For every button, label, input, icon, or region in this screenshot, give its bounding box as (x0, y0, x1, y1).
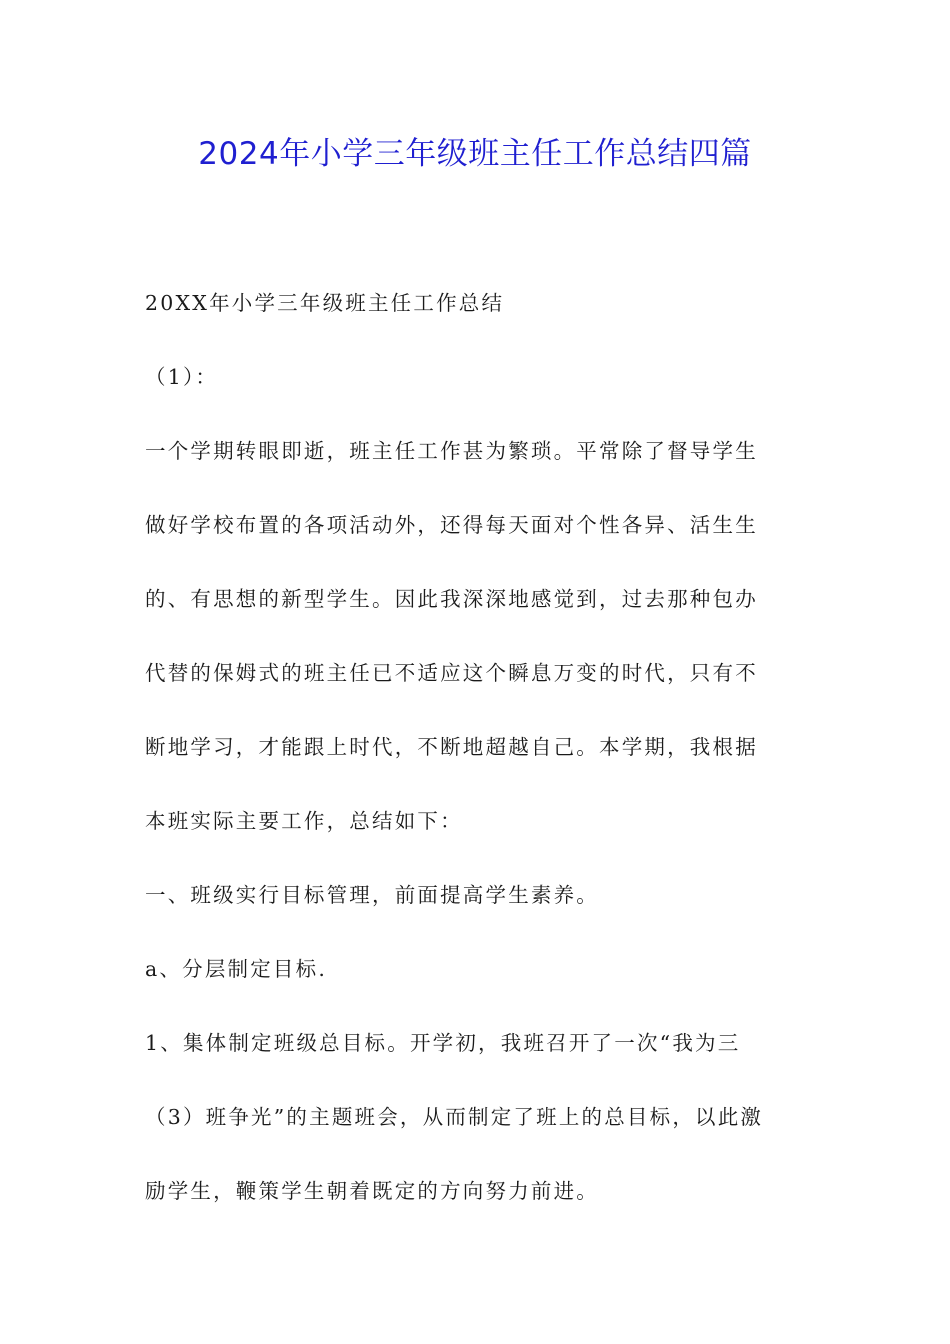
section-number: （1）： (145, 365, 219, 389)
paragraph-line: 断地学习，才能跟上时代，不断地超越自己。本学期，我根据 (145, 735, 758, 759)
document-body (145, 266, 815, 1228)
paragraph-line: 本班实际主要工作，总结如下： (145, 809, 463, 833)
paragraph-line: 1、集体制定班级总目标。开学初，我班召开了一次“我为三 (145, 1031, 741, 1055)
paragraph-line: 励学生，鞭策学生朝着既定的方向努力前进。 (145, 1179, 599, 1203)
paragraph-line: 代替的保姆式的班主任已不适应这个瞬息万变的时代，只有不 (145, 661, 758, 685)
subheading-line: a、分层制定目标. (145, 957, 328, 981)
document-title: 2024年小学三年级班主任工作总结四篇 (198, 136, 752, 172)
paragraph-line: 一个学期转眼即逝，班主任工作甚为繁琐。平常除了督导学生 (145, 439, 758, 463)
subheading-line: 一、班级实行目标管理，前面提高学生素养。 (145, 883, 599, 907)
section-heading: 20XX年小学三年级班主任工作总结 (145, 291, 505, 315)
paragraph-line: （3）班争光”的主题班会，从而制定了班上的总目标，以此激 (145, 1105, 764, 1129)
paragraph-line: 做好学校布置的各项活动外，还得每天面对个性各异、活生生 (145, 513, 758, 537)
paragraph-line: 的、有思想的新型学生。因此我深深地感觉到，过去那种包办 (145, 587, 758, 611)
